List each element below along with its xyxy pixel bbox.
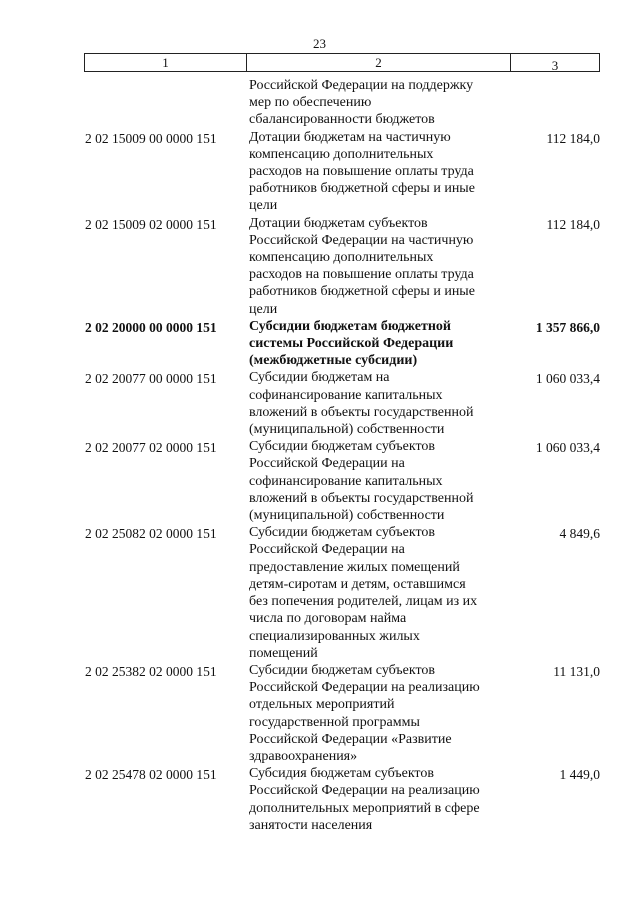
- description-line: помещений: [249, 645, 318, 661]
- row-description: [249, 369, 511, 438]
- description-line: компенсацию дополнительных: [249, 146, 434, 162]
- description-line: Субсидии бюджетам субъектов: [249, 662, 436, 678]
- description-line: отдельных мероприятий: [249, 697, 395, 713]
- description-line: детям-сиротам и детям, оставшимся: [249, 576, 466, 592]
- row-code: 2 02 20077 00 0000 151: [85, 371, 217, 387]
- row-amount: 112 184,0: [546, 130, 600, 146]
- row-description: [249, 129, 511, 215]
- description-line: (муниципальной) собственности: [249, 422, 445, 438]
- row-code: 2 02 25478 02 0000 151: [85, 767, 217, 783]
- description-line: цели: [249, 301, 278, 317]
- header-cell-description: 2: [247, 54, 511, 71]
- description-line: Дотации бюджетам субъектов: [249, 215, 428, 231]
- description-line: Субсидии бюджетам бюджетной: [249, 318, 451, 334]
- header-cell-amount: 3: [551, 58, 559, 73]
- description-line: компенсацию дополнительных: [249, 250, 434, 266]
- table-row: [0, 77, 639, 129]
- page-number: 23: [313, 36, 326, 51]
- description-line: дополнительных мероприятий в сфере: [249, 800, 480, 816]
- table-row: [0, 524, 639, 662]
- description-line: предоставление жилых помещений: [249, 559, 460, 575]
- row-amount: 11 131,0: [553, 663, 600, 679]
- table-row: [0, 369, 639, 438]
- row-description: [249, 438, 511, 524]
- description-line: числа по договорам найма: [249, 611, 407, 627]
- table-header: [84, 53, 600, 72]
- table-row: [0, 215, 639, 318]
- description-line: (межбюджетные субсидии): [249, 353, 418, 369]
- description-line: Субсидии бюджетам на: [249, 370, 390, 386]
- row-code: 2 02 15009 00 0000 151: [85, 130, 217, 146]
- row-code: 2 02 20000 00 0000 151: [85, 319, 217, 335]
- row-amount: 1 060 033,4: [535, 440, 600, 456]
- description-line: Дотации бюджетам на частичную: [249, 129, 451, 145]
- row-description: [249, 318, 511, 370]
- description-line: вложений в объекты государственной: [249, 490, 474, 506]
- description-line: Российской Федерации на реализацию: [249, 680, 480, 696]
- description-line: работников бюджетной сферы и иные: [249, 284, 475, 300]
- table-body: [0, 77, 639, 834]
- table-row: [0, 662, 639, 765]
- description-line: расходов на повышение оплаты труда: [249, 164, 474, 180]
- row-description: [249, 524, 511, 662]
- description-line: сбалансированности бюджетов: [249, 112, 435, 128]
- description-line: Субсидии бюджетам субъектов: [249, 525, 436, 541]
- row-code: [0, 77, 249, 78]
- header-cell-code: 1: [85, 54, 247, 71]
- table-row: [0, 318, 639, 370]
- table-row: [0, 438, 639, 524]
- row-amount: 1 449,0: [559, 767, 600, 783]
- description-line: Российской Федерации на частичную: [249, 232, 474, 248]
- description-line: мер по обеспечению: [249, 95, 372, 111]
- row-amount: 1 060 033,4: [535, 371, 600, 387]
- description-line: Субсидии бюджетам субъектов: [249, 439, 436, 455]
- description-line: вложений в объекты государственной: [249, 404, 474, 420]
- description-line: софинансирование капитальных: [249, 387, 443, 403]
- row-amount: 112 184,0: [546, 216, 600, 232]
- description-line: системы Российской Федерации: [249, 336, 454, 352]
- description-line: софинансирование капитальных: [249, 473, 443, 489]
- row-amount: 4 849,6: [559, 526, 600, 542]
- row-amount: 1 357 866,0: [535, 319, 600, 335]
- description-line: здравоохранения»: [249, 748, 358, 764]
- row-description: [249, 662, 511, 765]
- row-description: [249, 765, 511, 834]
- description-line: Российской Федерации на: [249, 542, 405, 558]
- description-line: без попечения родителей, лицам из их: [249, 594, 478, 610]
- description-line: Субсидия бюджетам субъектов: [249, 766, 434, 782]
- row-code: 2 02 20077 02 0000 151: [85, 440, 217, 456]
- row-amount: [511, 77, 600, 78]
- table-row: [0, 765, 639, 834]
- description-line: занятости населения: [249, 817, 373, 833]
- description-line: цели: [249, 198, 278, 214]
- description-line: Российской Федерации на поддержку: [249, 78, 474, 93]
- row-code: 2 02 25382 02 0000 151: [85, 663, 217, 679]
- description-line: специализированных жилых: [249, 628, 420, 644]
- description-line: Российской Федерации «Развитие: [249, 731, 452, 747]
- description-line: (муниципальной) собственности: [249, 508, 445, 524]
- row-description: [249, 215, 511, 318]
- table-row: [0, 129, 639, 215]
- description-line: Российской Федерации на реализацию: [249, 783, 480, 799]
- row-description: [249, 77, 511, 129]
- row-code: 2 02 25082 02 0000 151: [85, 526, 217, 542]
- description-line: расходов на повышение оплаты труда: [249, 267, 474, 283]
- description-line: государственной программы: [249, 714, 420, 730]
- description-line: Российской Федерации на: [249, 456, 405, 472]
- row-code: 2 02 15009 02 0000 151: [85, 216, 217, 232]
- description-line: работников бюджетной сферы и иные: [249, 181, 475, 197]
